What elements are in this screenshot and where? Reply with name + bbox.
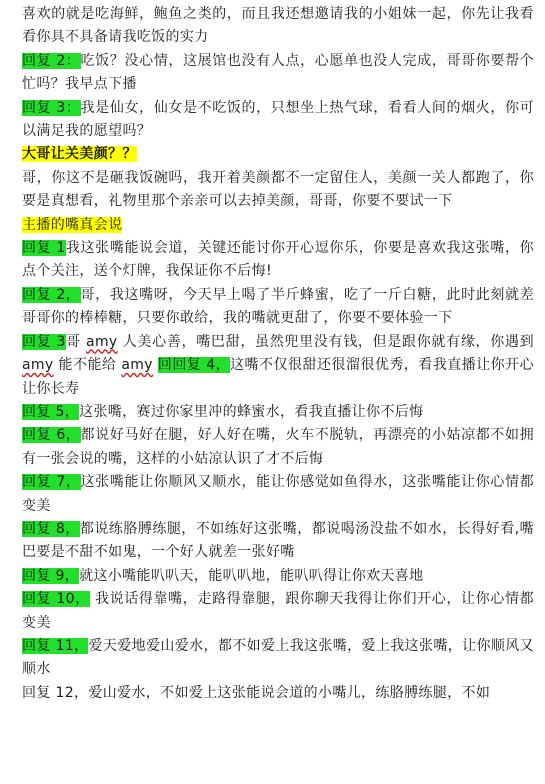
text-run: 爱天爱地爱山爱水，都不如爱上我这张嘴，爱上我这张嘴，让你顺风又顺水 [22, 637, 534, 678]
reply-paragraph [22, 401, 534, 424]
reply-label: 回复 8， [22, 520, 80, 537]
reply-label: 回回复 4， [157, 357, 231, 374]
body-paragraph [22, 3, 534, 50]
reply-label: 回复 7， [22, 474, 81, 491]
spellcheck-word: amy [22, 357, 54, 374]
text-run: 我是仙女，仙女是不吃饭的，只想坐上热气球，看看人间的烟火，你可以满足我的愿望吗？ [22, 99, 534, 140]
text-run: 就这小嘴能叭叭天，能叭叭地，能叭叭得让你欢天喜地 [79, 567, 424, 584]
reply-paragraph [22, 682, 534, 705]
reply-label: 回复 5， [22, 403, 80, 420]
text-run: 这张嘴能让你顺风又顺水，能让你感觉如鱼得水，这张嘴能让你心情都变美 [22, 474, 534, 514]
reply-paragraph [22, 97, 534, 144]
heading-text: 主播的嘴真会说 [22, 216, 123, 233]
text-run: 我这张嘴能说会道，关键还能讨你开心逗你乐，你要是喜欢我这张嘴，你点个关注，送个灯牌，我保证你不后悔! [22, 240, 534, 280]
text-run: 人美心善，嘴巴甜，虽然兜里没有钱，但是跟你就有缘，你遇到 [117, 333, 534, 350]
section-heading [22, 214, 534, 237]
text-run: 能不能给 [53, 357, 122, 374]
reply-label: 回复 6， [22, 427, 81, 444]
reply-label: 回复 3： [22, 99, 81, 116]
text-run: 这张嘴，赛过你家里冲的蜂蜜水，看我直播让你不后悔 [79, 403, 424, 420]
text-run: 都说练胳膊练腿，不如练好这张嘴，都说喝汤没盐不如水，长得好看,嘴巴要是不甜不如鬼，一个好人就差一张好嘴 [22, 520, 534, 561]
reply-label: 回复 10， [22, 591, 90, 608]
reply-paragraph [22, 518, 534, 565]
reply-paragraph [22, 284, 534, 331]
reply-paragraph [22, 424, 534, 471]
heading-text: 大哥让关美颜？？ [22, 146, 137, 163]
text-run: 喜欢的就是吃海鲜，鲍鱼之类的，而且我还想邀请我的小姐妹一起，你先让我看看你具不具备请我吃饭的实力 [22, 6, 534, 46]
reply-label: 回复 2， [22, 286, 81, 303]
text-run: 回复 12，爱山爱水，不如爱上这张能说会道的小嘴儿，练胳膊练腿，不如 [22, 684, 491, 701]
reply-label: 回复 1 [22, 240, 66, 257]
reply-label: 回复 2： [22, 52, 81, 69]
text-run: 这嘴不仅很甜还很溜很优秀，看我直播让你开心让你长寿 [22, 357, 534, 397]
spellcheck-word: amy [86, 333, 118, 350]
reply-paragraph [22, 565, 534, 588]
reply-label: 回复 11， [22, 637, 89, 654]
text-run: 都说好马好在腿，好人好在嘴，火车不脱轨，再漂亮的小姑凉都不如拥有一张会说的嘴，这样的小姑凉认识了才不后悔 [22, 427, 534, 467]
document-body [22, 3, 534, 705]
body-paragraph [22, 167, 534, 214]
reply-paragraph [22, 588, 534, 635]
reply-label: 回复 3 [22, 333, 66, 350]
text-run: 吃饭？没心情，这展馆也没有人点，心愿单也没人完成，哥哥你要帮个忙吗？我早点下播 [22, 52, 534, 93]
reply-label: 回复 9， [22, 567, 80, 584]
reply-paragraph [22, 471, 534, 518]
text-run: 哥，你这不是砸我饭碗吗，我开着美颜都不一定留住人，美颜一关人都跑了，你要是真想看，礼物里那个亲亲可以去掉美颜，哥哥，你要不要试一下 [22, 169, 534, 210]
reply-paragraph [22, 635, 534, 682]
reply-paragraph [22, 50, 534, 97]
text-run: 我说话得靠嘴，走路得靠腿，跟你聊天我得让你们开心，让你心情都变美 [22, 591, 534, 631]
reply-paragraph [22, 237, 534, 284]
text-run: 哥 [65, 333, 87, 350]
spellcheck-word: amy [121, 357, 153, 374]
text-run: 哥，我这嘴呀，今天早上喝了半斤蜂蜜，吃了一斤白糖，此时此刻就差哥哥你的棒棒糖，只要你敢给，我的嘴就更甜了，你要不要体验一下 [22, 286, 534, 327]
reply-paragraph [22, 331, 534, 401]
section-heading [22, 143, 534, 166]
